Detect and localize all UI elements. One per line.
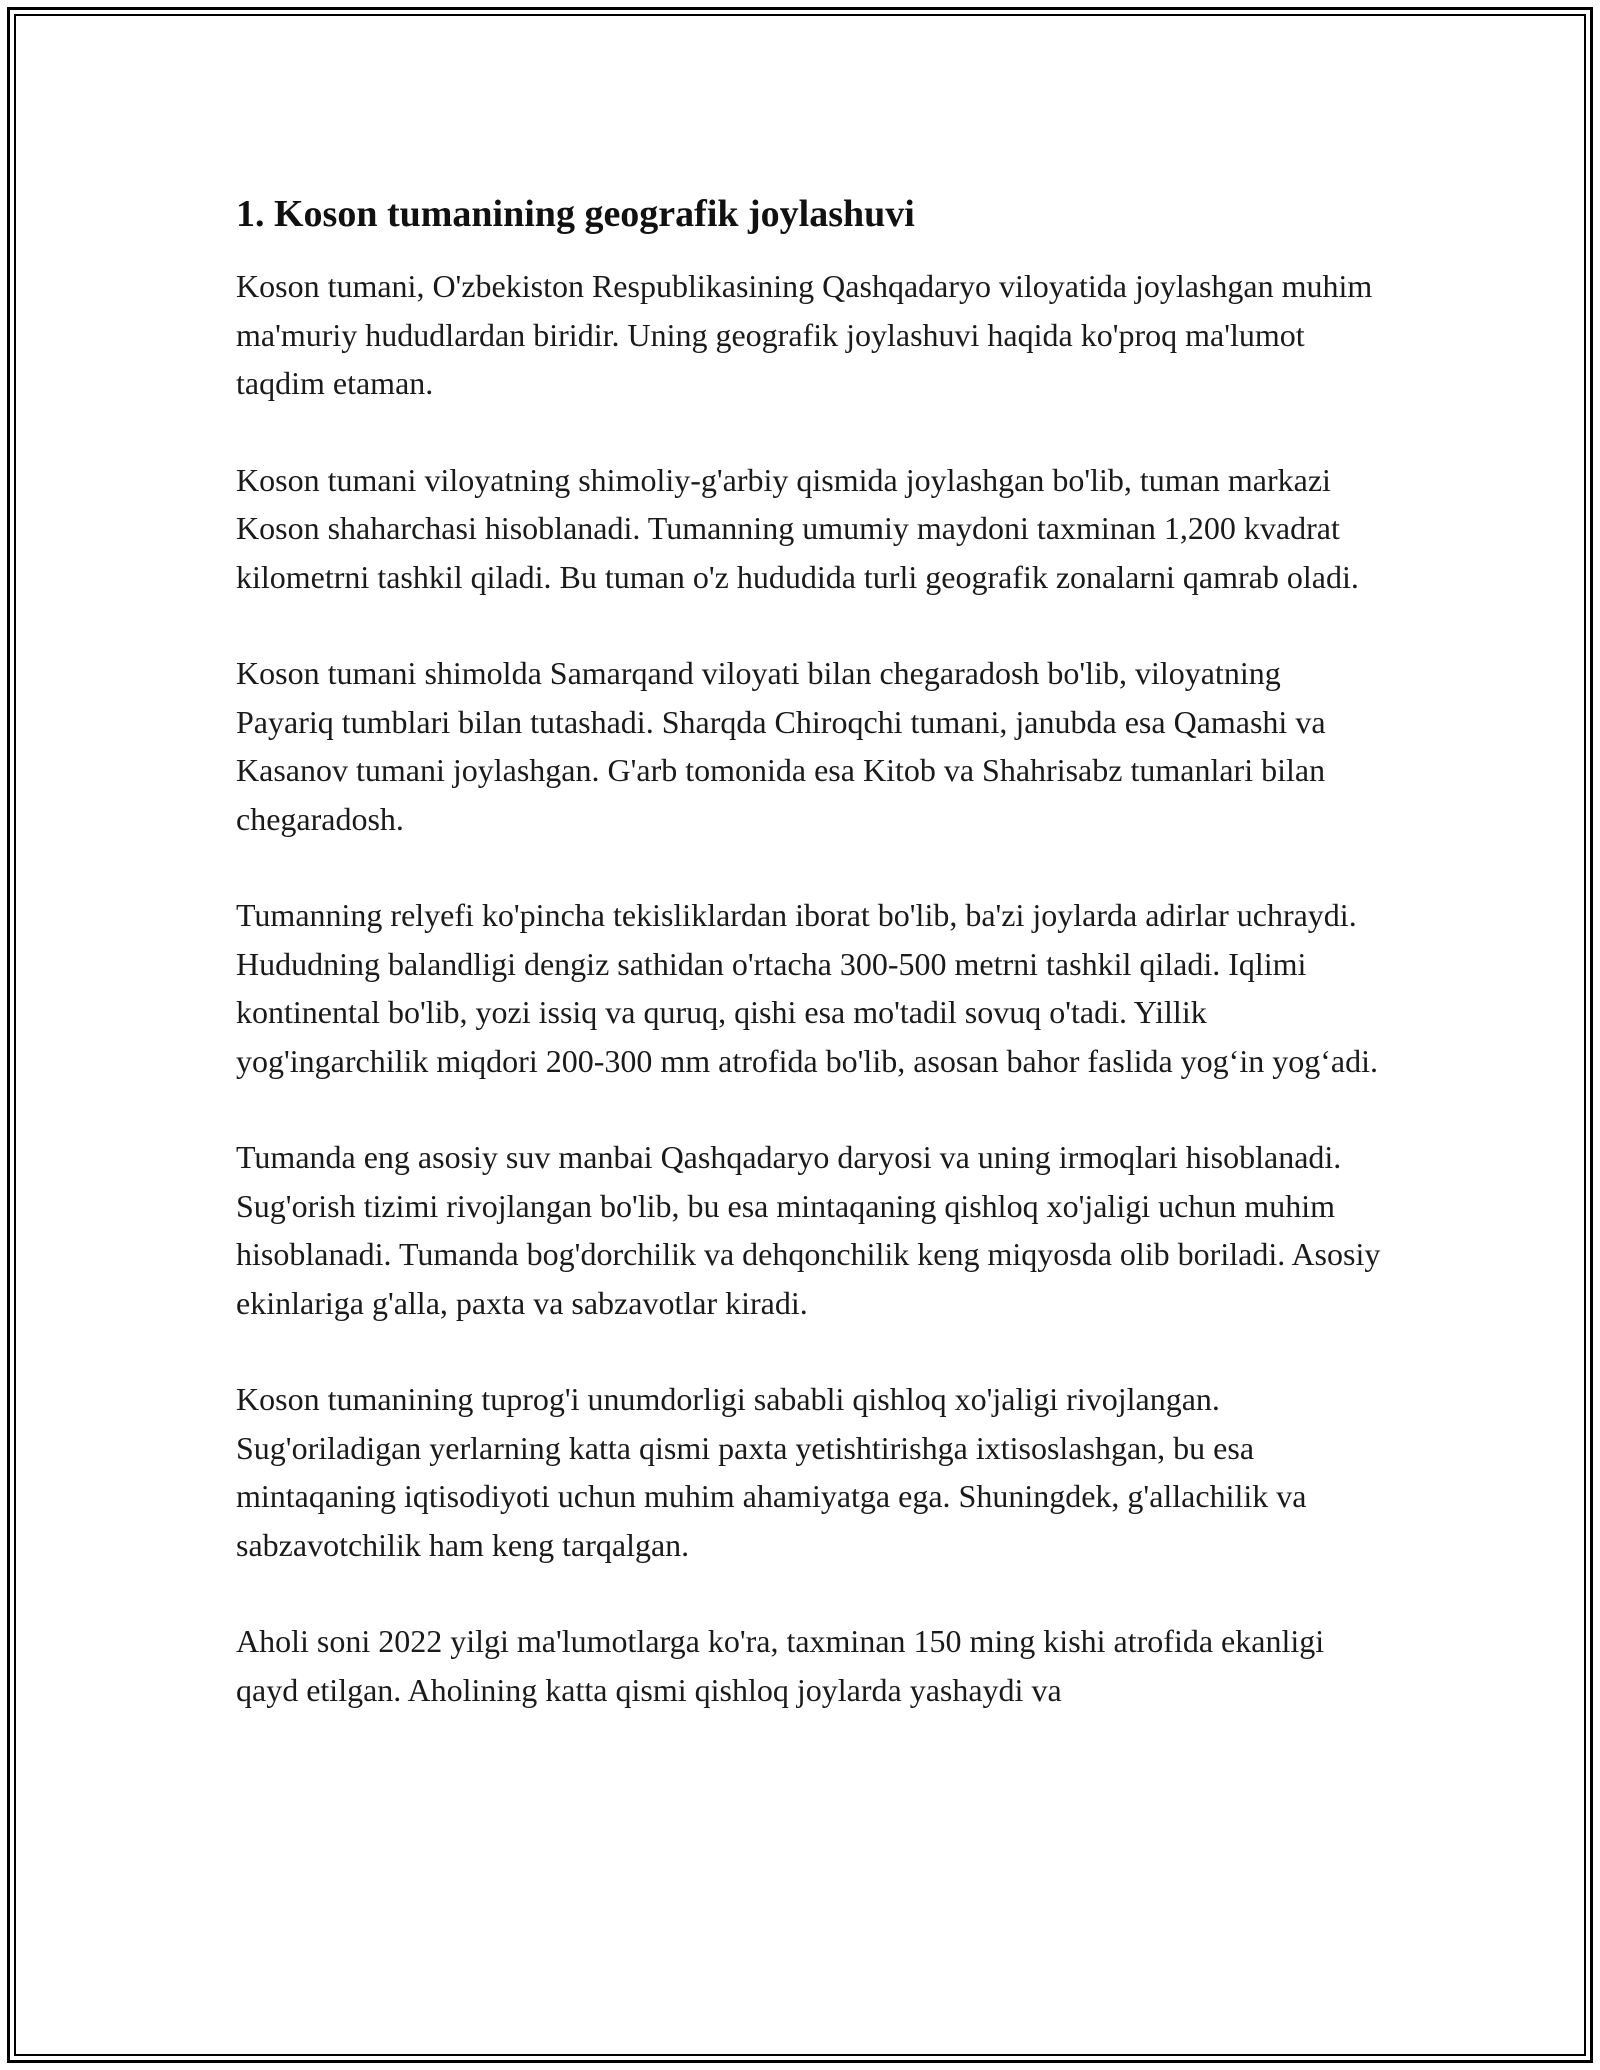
paragraph-relief-climate: Tumanning relyefi ko'pincha tekisliklardan iborat bo'lib, ba'zi joylarda adirlar uchraydi. Hududning balandligi dengiz sathidan o'rtacha 300-500 metrni tashkil qiladi. Iqlimi kontinental bo'lib, yozi issiq va quruq, qishi esa mo'tadil sovuq o'tadi. Yillik yog'ingarchilik miqdori 200-300 mm atrofida bo'lib, asosan bahor faslida yog‘in yog‘adi. <box>236 897 1378 1079</box>
paragraph-borders: Koson tumani shimolda Samarqand viloyati bilan chegaradosh bo'lib, viloyatning Payariq tumblari bilan tutashadi. Sharqda Chiroqchi tumani, janubda esa Qamashi va Kasanov tumani joylashgan. G'arb tomonida esa Kitob va Shahrisabz tumanlari bilan chegaradosh. <box>236 655 1326 837</box>
paragraph-water-resources: Tumanda eng asosiy suv manbai Qashqadaryo daryosi va uning irmoqlari hisoblanadi. Sug'orish tizimi rivojlangan bo'lib, bu esa mintaqaning qishloq xo'jaligi uchun muhim hisoblanadi. Tumanda bog'dorchilik va dehqonchilik keng miqyosda olib boriladi. Asosiy ekinlariga g'alla, paxta va sabzavotlar kiradi. <box>236 1139 1381 1321</box>
paragraph-location: Koson tumani viloyatning shimoliy-g'arbiy qismida joylashgan bo'lib, tuman markazi Koson shaharchasi hisoblanadi. Tumanning umumiy maydoni taxminan 1,200 kvadrat kilometrni tashkil qiladi. Bu tuman o'z hududida turli geografik zonalarni qamrab oladi. <box>236 461 1359 595</box>
paragraph-agriculture: Koson tumanining tuprog'i unumdorligi sababli qishloq xo'jaligi rivojlangan. Sug'oriladigan yerlarning katta qismi paxta yetishtirishga ixtisoslashgan, bu esa mintaqaning iqtisodiyoti uchun muhim ahamiyatga ega. Shuningdek, g'allachilik va sabzavotchilik ham keng tarqalgan. <box>236 1381 1307 1563</box>
document-body <box>236 186 1386 1714</box>
section-heading: 1. Koson tumanining geografik joylashuvi <box>236 193 915 235</box>
paragraph-population: Aholi soni 2022 yilgi ma'lumotlarga ko'ra, taxminan 150 ming kishi atrofida ekanligi qayd etilgan. Aholining katta qismi qishloq joylarda yashaydi va <box>236 1623 1325 1708</box>
paragraph-intro: Koson tumani, O'zbekiston Respublikasining Qashqadaryo viloyatida joylashgan muhim ma'muriy hududlardan biridir. Uning geografik joylashuvi haqida ko'proq ma'lumot taqdim etaman. <box>236 268 1373 401</box>
